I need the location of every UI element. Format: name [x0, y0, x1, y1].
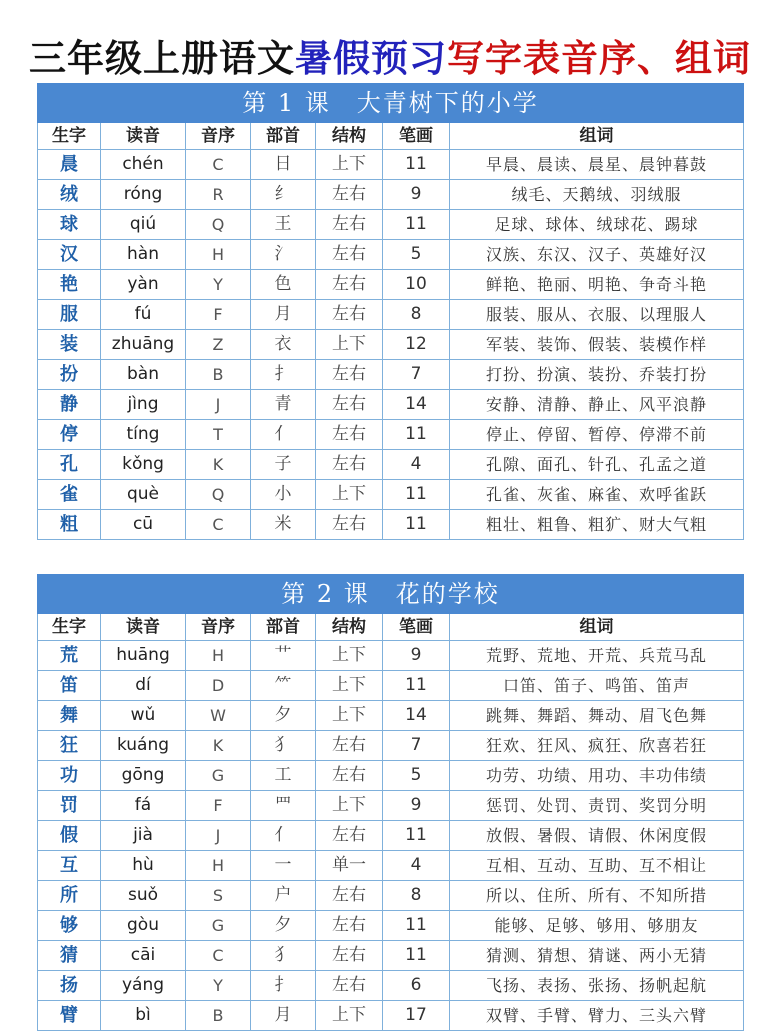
table-row	[38, 941, 744, 971]
stroke-count-cell: 8	[383, 300, 450, 330]
radical-cell: 艹	[251, 641, 316, 671]
table-row	[38, 240, 744, 270]
structure-cell: 左右	[316, 360, 383, 390]
radical-cell: 纟	[251, 180, 316, 210]
structure-cell: 左右	[316, 821, 383, 851]
table-row	[38, 210, 744, 240]
word-group-cell: 汉族、东汉、汉子、英雄好汉	[450, 240, 744, 270]
lesson-table-2	[37, 574, 744, 1031]
char-cell: 舞	[38, 701, 101, 731]
char-cell: 笛	[38, 671, 101, 701]
pinyin-cell: suǒ	[101, 881, 186, 911]
lesson-title: 第 2 课 花的学校	[38, 575, 744, 614]
structure-cell: 上下	[316, 671, 383, 701]
word-group-cell: 放假、暑假、请假、休闲度假	[450, 821, 744, 851]
letter-order-cell: S	[186, 881, 251, 911]
word-group-cell: 狂欢、狂风、疯狂、欣喜若狂	[450, 731, 744, 761]
structure-cell: 上下	[316, 701, 383, 731]
pinyin-cell: huāng	[101, 641, 186, 671]
pinyin-cell: fá	[101, 791, 186, 821]
pinyin-cell: yàn	[101, 270, 186, 300]
word-group-cell: 荒野、荒地、开荒、兵荒马乱	[450, 641, 744, 671]
letter-order-cell: H	[186, 851, 251, 881]
char-cell: 功	[38, 761, 101, 791]
letter-order-cell: K	[186, 450, 251, 480]
radical-cell: 夕	[251, 701, 316, 731]
structure-cell: 上下	[316, 791, 383, 821]
word-group-cell: 打扮、扮演、装扮、乔装打扮	[450, 360, 744, 390]
word-group-cell: 鲜艳、艳丽、明艳、争奇斗艳	[450, 270, 744, 300]
radical-cell: 青	[251, 390, 316, 420]
table-row	[38, 420, 744, 450]
stroke-count-cell: 17	[383, 1001, 450, 1031]
stroke-count-cell: 14	[383, 701, 450, 731]
radical-cell: 扌	[251, 360, 316, 390]
pinyin-cell: què	[101, 480, 186, 510]
word-group-cell: 飞扬、表扬、张扬、扬帆起航	[450, 971, 744, 1001]
char-cell: 假	[38, 821, 101, 851]
word-group-cell: 服装、服从、衣服、以理服人	[450, 300, 744, 330]
radical-cell: 氵	[251, 240, 316, 270]
word-group-cell: 粗壮、粗鲁、粗犷、财大气粗	[450, 510, 744, 540]
stroke-count-cell: 4	[383, 851, 450, 881]
pinyin-cell: dí	[101, 671, 186, 701]
char-cell: 绒	[38, 180, 101, 210]
pinyin-cell: jià	[101, 821, 186, 851]
letter-order-cell: F	[186, 791, 251, 821]
char-cell: 汉	[38, 240, 101, 270]
stroke-count-cell: 7	[383, 360, 450, 390]
pinyin-cell: bì	[101, 1001, 186, 1031]
radical-cell: 月	[251, 300, 316, 330]
word-group-cell: 绒毛、天鹅绒、羽绒服	[450, 180, 744, 210]
radical-cell: 罒	[251, 791, 316, 821]
char-cell: 孔	[38, 450, 101, 480]
char-cell: 服	[38, 300, 101, 330]
column-header: 读音	[101, 614, 186, 641]
pinyin-cell: cāi	[101, 941, 186, 971]
letter-order-cell: F	[186, 300, 251, 330]
structure-cell: 左右	[316, 240, 383, 270]
letter-order-cell: B	[186, 1001, 251, 1031]
table-row	[38, 671, 744, 701]
structure-cell: 左右	[316, 510, 383, 540]
stroke-count-cell: 11	[383, 150, 450, 180]
structure-cell: 左右	[316, 270, 383, 300]
column-header: 结构	[316, 123, 383, 150]
title-part-grade: 三年级上册语文	[29, 36, 295, 80]
word-group-cell: 能够、足够、够用、够朋友	[450, 911, 744, 941]
pinyin-cell: hàn	[101, 240, 186, 270]
stroke-count-cell: 11	[383, 821, 450, 851]
letter-order-cell: C	[186, 941, 251, 971]
stroke-count-cell: 9	[383, 791, 450, 821]
word-group-cell: 安静、清静、静止、风平浪静	[450, 390, 744, 420]
char-cell: 扮	[38, 360, 101, 390]
column-header: 笔画	[383, 123, 450, 150]
word-group-cell: 停止、停留、暂停、停滞不前	[450, 420, 744, 450]
table-row	[38, 641, 744, 671]
char-cell: 狂	[38, 731, 101, 761]
word-group-cell: 口笛、笛子、鸣笛、笛声	[450, 671, 744, 701]
letter-order-cell: D	[186, 671, 251, 701]
radical-cell: ⺮	[251, 671, 316, 701]
table-row	[38, 791, 744, 821]
radical-cell: 亻	[251, 821, 316, 851]
letter-order-cell: J	[186, 390, 251, 420]
char-cell: 够	[38, 911, 101, 941]
char-cell: 互	[38, 851, 101, 881]
stroke-count-cell: 14	[383, 390, 450, 420]
stroke-count-cell: 10	[383, 270, 450, 300]
lesson-table-1	[37, 83, 744, 540]
stroke-count-cell: 8	[383, 881, 450, 911]
word-group-cell: 惩罚、处罚、责罚、奖罚分明	[450, 791, 744, 821]
table-row	[38, 360, 744, 390]
char-cell: 猜	[38, 941, 101, 971]
pinyin-cell: chén	[101, 150, 186, 180]
table-row	[38, 1001, 744, 1031]
radical-cell: 户	[251, 881, 316, 911]
stroke-count-cell: 5	[383, 761, 450, 791]
word-group-cell: 孔雀、灰雀、麻雀、欢呼雀跃	[450, 480, 744, 510]
column-header: 部首	[251, 614, 316, 641]
char-cell: 雀	[38, 480, 101, 510]
column-header-row	[38, 614, 744, 641]
page-title	[0, 28, 780, 82]
stroke-count-cell: 4	[383, 450, 450, 480]
word-group-cell: 猜测、猜想、猜谜、两小无猜	[450, 941, 744, 971]
char-cell: 所	[38, 881, 101, 911]
letter-order-cell: Y	[186, 270, 251, 300]
radical-cell: 衣	[251, 330, 316, 360]
column-header: 组词	[450, 614, 744, 641]
word-group-cell: 军装、装饰、假装、装模作样	[450, 330, 744, 360]
column-header-row	[38, 123, 744, 150]
char-cell: 装	[38, 330, 101, 360]
structure-cell: 左右	[316, 971, 383, 1001]
char-cell: 停	[38, 420, 101, 450]
letter-order-cell: C	[186, 510, 251, 540]
char-cell: 晨	[38, 150, 101, 180]
lesson-title: 第 1 课 大青树下的小学	[38, 84, 744, 123]
title-part-topic: 写字表音序、组词	[447, 36, 751, 80]
stroke-count-cell: 11	[383, 671, 450, 701]
pinyin-cell: gòu	[101, 911, 186, 941]
pinyin-cell: kuáng	[101, 731, 186, 761]
char-cell: 艳	[38, 270, 101, 300]
letter-order-cell: Y	[186, 971, 251, 1001]
radical-cell: 亻	[251, 420, 316, 450]
stroke-count-cell: 11	[383, 510, 450, 540]
char-cell: 荒	[38, 641, 101, 671]
table-row	[38, 150, 744, 180]
structure-cell: 上下	[316, 1001, 383, 1031]
table-row	[38, 270, 744, 300]
table-row	[38, 450, 744, 480]
table-row	[38, 300, 744, 330]
column-header: 音序	[186, 614, 251, 641]
pinyin-cell: cū	[101, 510, 186, 540]
stroke-count-cell: 9	[383, 180, 450, 210]
letter-order-cell: G	[186, 911, 251, 941]
structure-cell: 上下	[316, 480, 383, 510]
letter-order-cell: B	[186, 360, 251, 390]
pinyin-cell: gōng	[101, 761, 186, 791]
word-group-cell: 足球、球体、绒球花、踢球	[450, 210, 744, 240]
pinyin-cell: bàn	[101, 360, 186, 390]
stroke-count-cell: 9	[383, 641, 450, 671]
letter-order-cell: Q	[186, 210, 251, 240]
structure-cell: 左右	[316, 911, 383, 941]
table-row	[38, 480, 744, 510]
structure-cell: 上下	[316, 330, 383, 360]
word-group-cell: 跳舞、舞蹈、舞动、眉飞色舞	[450, 701, 744, 731]
letter-order-cell: H	[186, 641, 251, 671]
pinyin-cell: qiú	[101, 210, 186, 240]
table-row	[38, 330, 744, 360]
table-row	[38, 911, 744, 941]
structure-cell: 左右	[316, 761, 383, 791]
char-cell: 静	[38, 390, 101, 420]
letter-order-cell: G	[186, 761, 251, 791]
column-header: 音序	[186, 123, 251, 150]
title-part-preview: 暑假预习	[295, 36, 447, 80]
structure-cell: 左右	[316, 731, 383, 761]
column-header: 部首	[251, 123, 316, 150]
table-row	[38, 510, 744, 540]
table-row	[38, 761, 744, 791]
letter-order-cell: K	[186, 731, 251, 761]
radical-cell: 夕	[251, 911, 316, 941]
column-header: 生字	[38, 614, 101, 641]
structure-cell: 左右	[316, 450, 383, 480]
word-group-cell: 双臂、手臂、臂力、三头六臂	[450, 1001, 744, 1031]
stroke-count-cell: 11	[383, 911, 450, 941]
table-row	[38, 731, 744, 761]
structure-cell: 上下	[316, 150, 383, 180]
structure-cell: 左右	[316, 420, 383, 450]
pinyin-cell: tíng	[101, 420, 186, 450]
structure-cell: 上下	[316, 641, 383, 671]
radical-cell: 米	[251, 510, 316, 540]
column-header: 结构	[316, 614, 383, 641]
radical-cell: 一	[251, 851, 316, 881]
radical-cell: 犭	[251, 941, 316, 971]
radical-cell: 王	[251, 210, 316, 240]
table-row	[38, 971, 744, 1001]
stroke-count-cell: 5	[383, 240, 450, 270]
char-cell: 罚	[38, 791, 101, 821]
stroke-count-cell: 12	[383, 330, 450, 360]
pinyin-cell: wǔ	[101, 701, 186, 731]
letter-order-cell: Q	[186, 480, 251, 510]
structure-cell: 左右	[316, 390, 383, 420]
table-row	[38, 881, 744, 911]
table-row	[38, 701, 744, 731]
pinyin-cell: yáng	[101, 971, 186, 1001]
char-cell: 扬	[38, 971, 101, 1001]
table-row	[38, 851, 744, 881]
pinyin-cell: róng	[101, 180, 186, 210]
word-group-cell: 早晨、晨读、晨星、晨钟暮鼓	[450, 150, 744, 180]
letter-order-cell: H	[186, 240, 251, 270]
radical-cell: 扌	[251, 971, 316, 1001]
column-header: 笔画	[383, 614, 450, 641]
table-row	[38, 180, 744, 210]
pinyin-cell: jìng	[101, 390, 186, 420]
radical-cell: 工	[251, 761, 316, 791]
word-group-cell: 所以、住所、所有、不知所措	[450, 881, 744, 911]
letter-order-cell: R	[186, 180, 251, 210]
structure-cell: 左右	[316, 881, 383, 911]
pinyin-cell: zhuāng	[101, 330, 186, 360]
letter-order-cell: Z	[186, 330, 251, 360]
radical-cell: 犭	[251, 731, 316, 761]
pinyin-cell: fú	[101, 300, 186, 330]
stroke-count-cell: 11	[383, 941, 450, 971]
table-row	[38, 390, 744, 420]
radical-cell: 日	[251, 150, 316, 180]
char-cell: 球	[38, 210, 101, 240]
char-cell: 臂	[38, 1001, 101, 1031]
stroke-count-cell: 11	[383, 210, 450, 240]
structure-cell: 左右	[316, 180, 383, 210]
radical-cell: 子	[251, 450, 316, 480]
char-cell: 粗	[38, 510, 101, 540]
column-header: 组词	[450, 123, 744, 150]
radical-cell: 月	[251, 1001, 316, 1031]
letter-order-cell: C	[186, 150, 251, 180]
letter-order-cell: W	[186, 701, 251, 731]
letter-order-cell: J	[186, 821, 251, 851]
stroke-count-cell: 6	[383, 971, 450, 1001]
radical-cell: 色	[251, 270, 316, 300]
stroke-count-cell: 11	[383, 480, 450, 510]
structure-cell: 单一	[316, 851, 383, 881]
table-row	[38, 821, 744, 851]
stroke-count-cell: 11	[383, 420, 450, 450]
column-header: 读音	[101, 123, 186, 150]
stroke-count-cell: 7	[383, 731, 450, 761]
pinyin-cell: hù	[101, 851, 186, 881]
word-group-cell: 功劳、功绩、用功、丰功伟绩	[450, 761, 744, 791]
pinyin-cell: kǒng	[101, 450, 186, 480]
structure-cell: 左右	[316, 210, 383, 240]
word-group-cell: 孔隙、面孔、针孔、孔孟之道	[450, 450, 744, 480]
radical-cell: 小	[251, 480, 316, 510]
word-group-cell: 互相、互动、互助、互不相让	[450, 851, 744, 881]
structure-cell: 左右	[316, 941, 383, 971]
column-header: 生字	[38, 123, 101, 150]
letter-order-cell: T	[186, 420, 251, 450]
structure-cell: 左右	[316, 300, 383, 330]
